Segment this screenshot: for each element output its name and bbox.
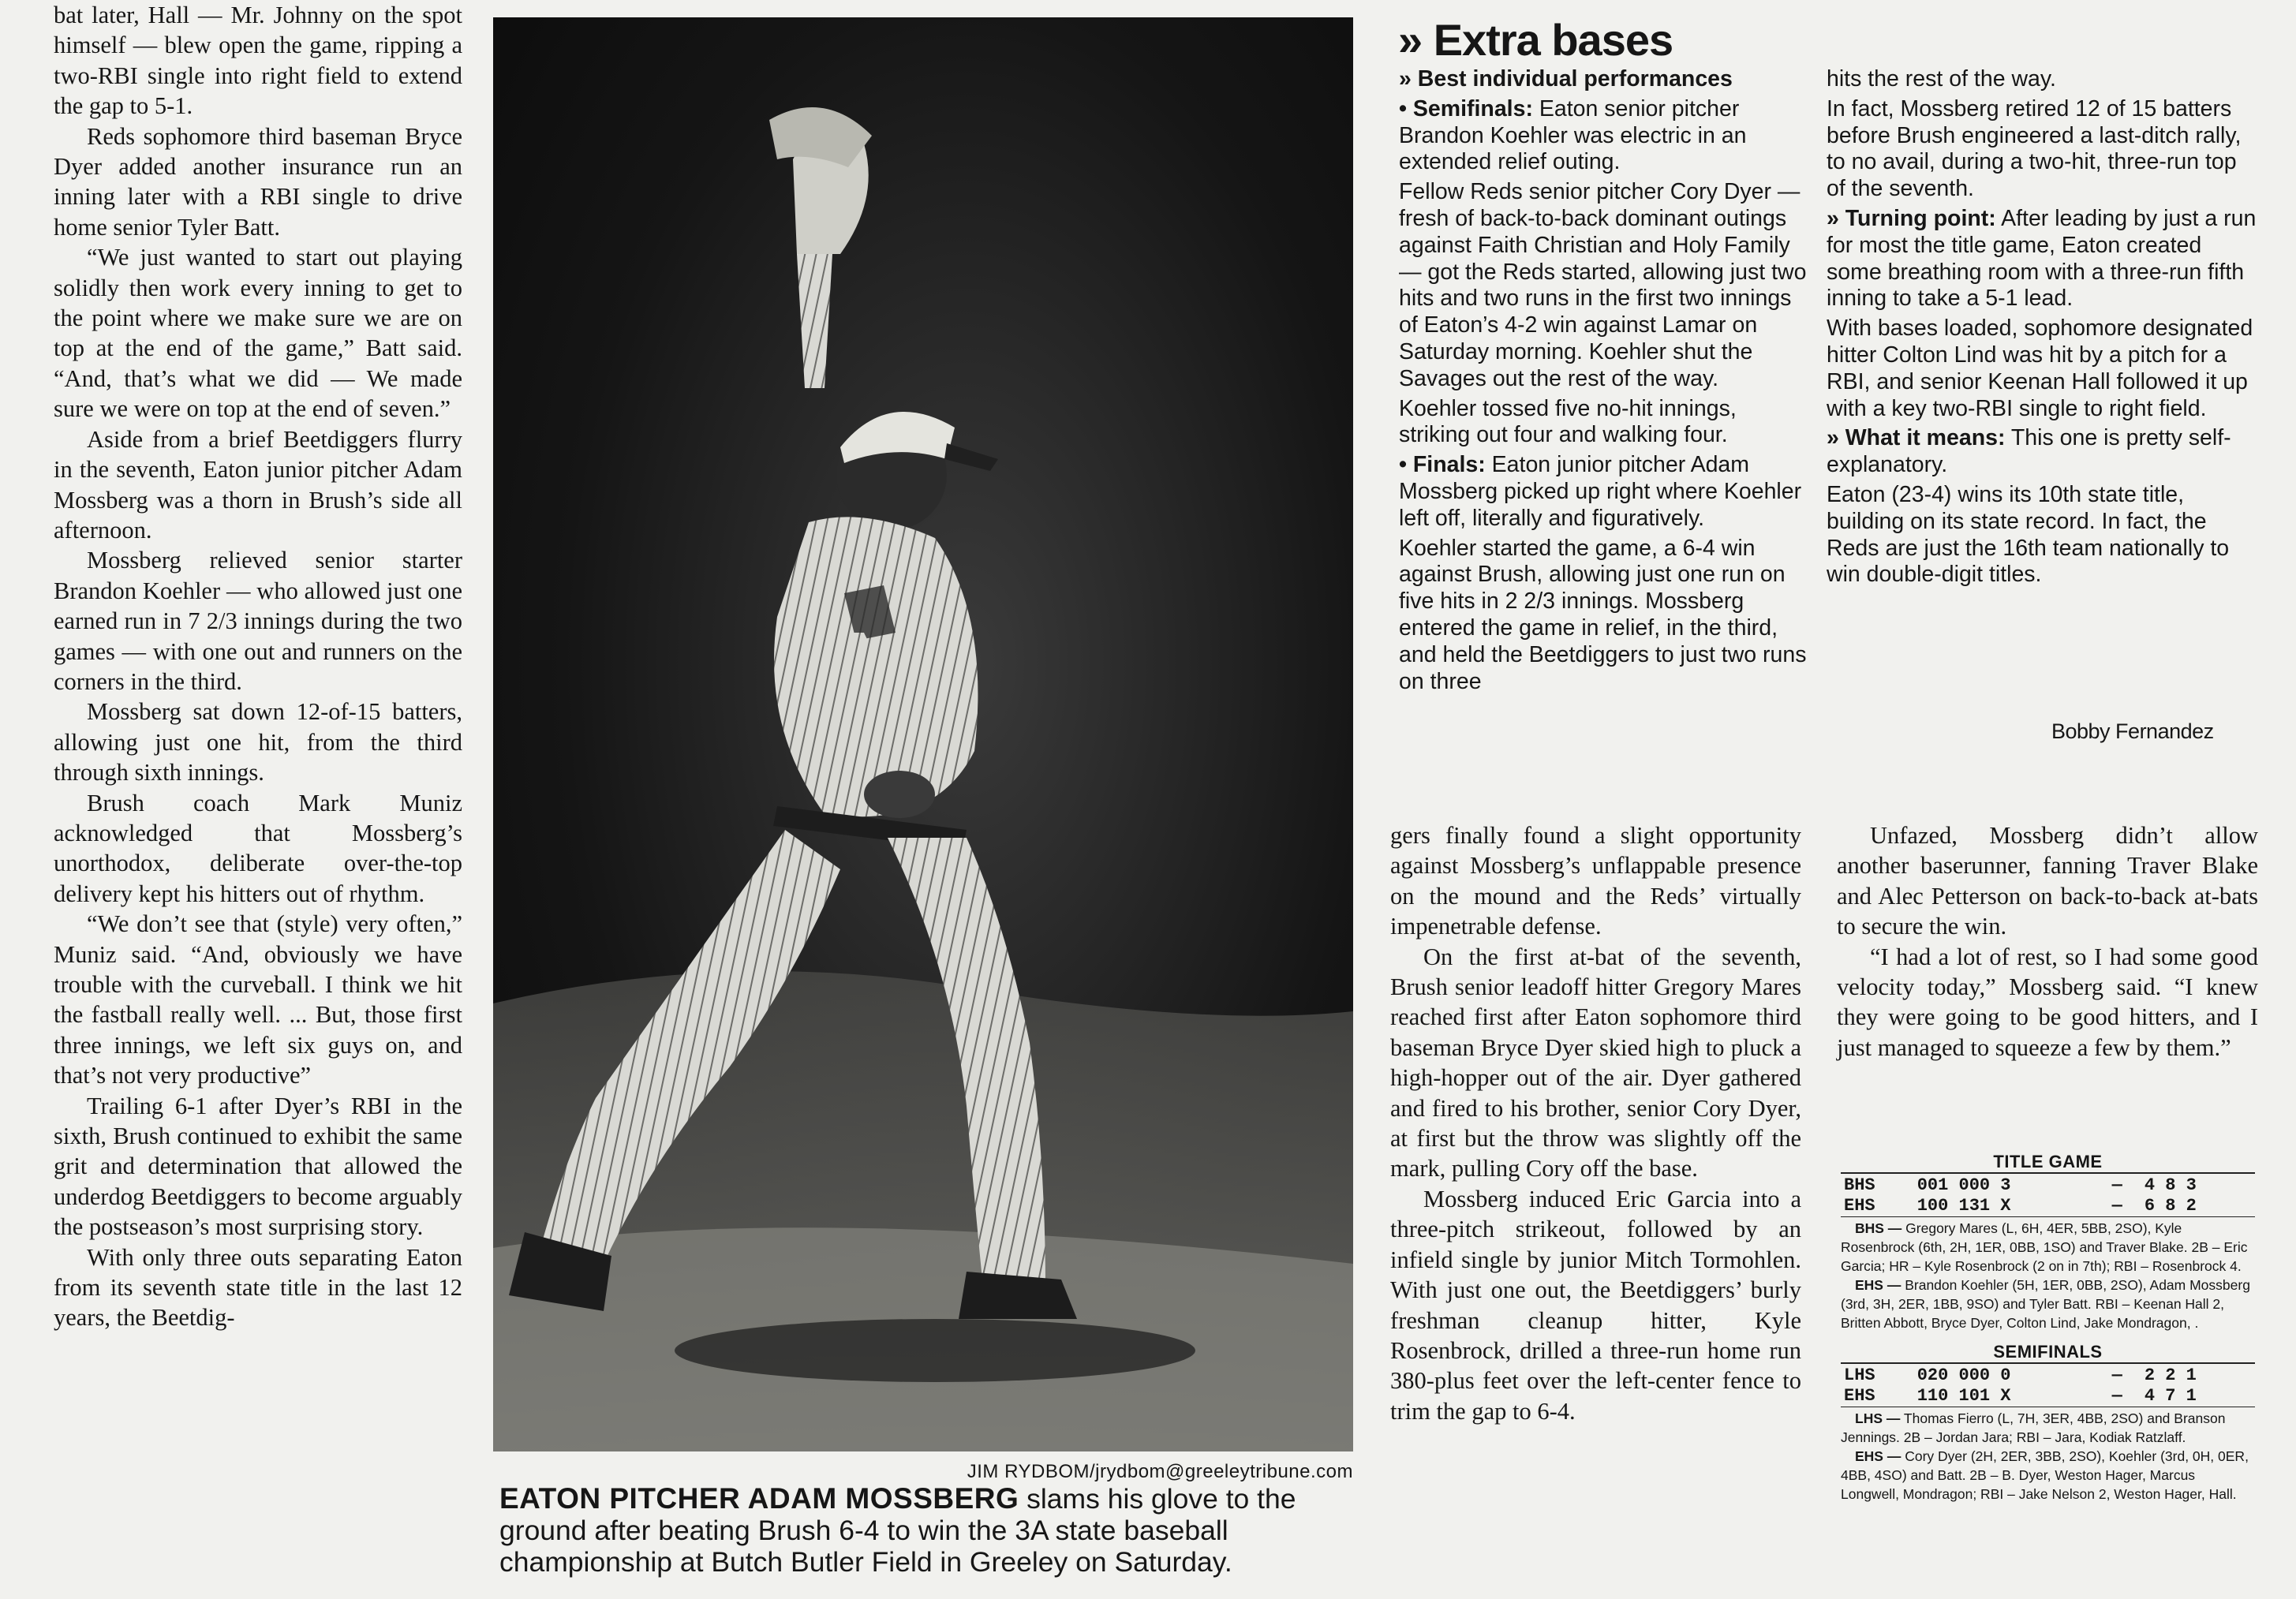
box-title-game — [1841, 1152, 2255, 1332]
box-note-text: Cory Dyer (2H, 2ER, 3BB, 2SO), Koehler (3rd, 0H, 0ER, 4BB, 4SO) and Batt. 2B – B. Dyer, Weston Hager, Marcus Longwell, Mondragon; RBI – Jake Nelson 2, Weston Hager, Hall. — [1841, 1448, 2249, 1502]
linescore-cell: 6 8 2 — [2141, 1196, 2255, 1217]
sidebar-paragraph — [1399, 96, 1809, 176]
sidebar-paragraph — [1827, 96, 2257, 203]
story-paragraph: “I had a lot of rest, so I had some good velocity today,” Mossberg said. “I knew they were going to be good hitters, and I just managed to squeeze a few by them.” — [1837, 943, 2258, 1061]
story-paragraph: “We don’t see that (style) very often,” Muniz said. “And, obviously we have trouble with the curveball. I think we hit the fastball really well. ... But, those first three innings, we left six guys on, and that’s not very productive” — [54, 910, 462, 1089]
caption-lead: EATON PITCHER ADAM MOSSBERG — [499, 1482, 1019, 1515]
sidebar-paragraph — [1827, 66, 2257, 93]
sidebar-paragraph — [1399, 179, 1809, 392]
linescore-row — [1841, 1196, 2255, 1217]
story-paragraph: Mossberg sat down 12-of-15 batters, allowing just one hit, from the third through sixth innings. — [54, 698, 462, 786]
story-column-left — [54, 0, 462, 1333]
box-scores — [1841, 1152, 2255, 1510]
story-paragraph: Aside from a brief Beetdiggers flurry in the seventh, Eaton junior pitcher Adam Mossberg was a thorn in Brush’s side all afternoon. — [54, 425, 462, 544]
box-note — [1841, 1219, 2255, 1276]
photo-caption — [499, 1483, 1359, 1578]
sidebar-column-right — [1827, 66, 2257, 592]
pitcher-photo — [493, 17, 1353, 1451]
story-paragraph: bat later, Hall — Mr. Johnny on the spot himself — blew open the game, ripping a two-RBI single into right field to extend the gap to 5-1. — [54, 2, 462, 120]
sidebar-text: After leading by just a run for most the title game, Eaton created some breathing room with a three-run fifth inning to take a 5-1 lead. — [1827, 205, 2257, 312]
linescore-cell: EHS — [1841, 1196, 1914, 1217]
story-column-middle — [1390, 820, 1801, 1426]
box-note-team: BHS — — [1855, 1220, 1902, 1236]
box-note-team: EHS — — [1855, 1277, 1901, 1293]
sidebar-paragraph — [1399, 452, 1809, 532]
story-column-right — [1837, 820, 2258, 1063]
linescore-row — [1841, 1366, 2255, 1386]
sidebar-title: » Extra bases — [1398, 15, 1673, 65]
linescore-cell: — — [2109, 1386, 2141, 1407]
story-paragraph: Trailing 6-1 after Dyer’s RBI in the sixth, Brush continued to exhibit the same grit and determination that allowed the underdog Beetdiggers to become arguably the postseason’s most surprising story. — [54, 1092, 462, 1241]
story-paragraph: gers finally found a slight opportunity against Mossberg’s unflappable presence on the mound and the Reds’ virtually impenetrable defense. — [1390, 822, 1801, 940]
box-semifinals — [1841, 1342, 2255, 1504]
story-paragraph: With only three outs separating Eaton from its seventh state title in the last 12 years, the Beetdig- — [54, 1243, 462, 1332]
sidebar-paragraph — [1399, 396, 1809, 450]
box-note — [1841, 1409, 2255, 1447]
linescore-cell: — — [2111, 1366, 2122, 1385]
linescore-cell: — — [2109, 1196, 2141, 1217]
linescore-cell: LHS — [1844, 1366, 1875, 1385]
sidebar-label: • Finals: — [1399, 452, 1486, 478]
title-game-notes — [1841, 1219, 2255, 1332]
sidebar-text: Koehler tossed five no-hit innings, striking out four and walking four. — [1399, 395, 1737, 448]
box-note-text: Thomas Fierro (L, 7H, 3ER, 4BB, 2SO) and Branson Jennings. 2B – Jordan Jara; RBI – Jara, Kodiak Ratzlaff. — [1841, 1410, 2226, 1445]
linescore-cell: 100 131 X — [1914, 1196, 2109, 1217]
sidebar-byline: Bobby Fernandez — [2051, 719, 2214, 743]
sidebar-text: Eaton senior pitcher Brandon Koehler was electric in an extended relief outing. — [1399, 95, 1747, 175]
sidebar-label: » What it means: — [1827, 425, 2006, 451]
linescore-cell: 4 7 1 — [2141, 1386, 2255, 1407]
sidebar-paragraph — [1827, 425, 2257, 479]
box-note-team: LHS — — [1855, 1410, 1901, 1426]
semifinals-linescore — [1841, 1366, 2255, 1407]
sidebar-column-left — [1399, 66, 1809, 698]
story-paragraph: Mossberg relieved senior starter Brandon Koehler — who allowed just one earned run in 7 2/3 innings during the two games — with one out and runners on the corners in the third. — [54, 547, 462, 695]
sidebar-paragraph — [1827, 206, 2257, 312]
linescore-cell: EHS — [1841, 1386, 1914, 1407]
story-paragraph: Unfazed, Mossberg didn’t allow another baserunner, fanning Traver Blake and Alec Petterson on back-to-back at-bats to secure the win. — [1837, 822, 2258, 940]
box-note-team: EHS — — [1855, 1448, 1901, 1464]
box-semifinals-heading: SEMIFINALS — [1841, 1342, 2255, 1364]
title-game-linescore — [1841, 1175, 2255, 1217]
linescore-row — [1841, 1386, 2255, 1407]
story-paragraph: “We just wanted to start out playing solidly then work every inning to get to the point where we make sure we are on top at the end of the game,” Batt said. “And, that’s what we did — We made sure we were on top at the end of seven.” — [54, 244, 462, 423]
linescore-row — [1841, 1175, 2255, 1196]
box-note-text: Gregory Mares (L, 6H, 4ER, 5BB, 2SO), Kyle Rosenbrock (6th, 2H, 1ER, 0BB, 1SO) and Traver Blake. 2B – Eric Garcia; HR – Kyle Rosenbrock (2 on in 7th); RBI – Rosenbrock 4. — [1841, 1220, 2248, 1274]
sidebar-label: » Turning point: — [1827, 205, 1996, 231]
sidebar-label: » Best individual performances — [1399, 66, 1733, 92]
sidebar-text: In fact, Mossberg retired 12 of 15 batters before Brush engineered a last-ditch rally, to no avail, during a two-hit, three-run top of the seventh. — [1827, 95, 2242, 202]
sidebar-text: Koehler started the game, a 6-4 win against Brush, allowing just one run on five hits in 2 2/3 innings. Mossberg entered the game in relief, in the third, and held the Beetdiggers to just two runs on three — [1399, 535, 1807, 694]
caption-text: slams his glove to the ground after beating Brush 6-4 to win the 3A state baseball championship at Butch Butler Field in Greeley on Saturday. — [499, 1483, 1296, 1578]
sidebar-text: hits the rest of the way. — [1827, 66, 2056, 92]
linescore-cell: 2 2 1 — [2144, 1366, 2197, 1385]
sidebar-text: Eaton (23-4) wins its 10th state title, building on its state record. In fact, the Reds are just the 16th team nationally to win double-digit titles. — [1827, 481, 2230, 588]
linescore-cell: 110 101 X — [1914, 1386, 2109, 1407]
photo-credit: JIM RYDBOM/jrydbom@greeleytribune.com — [967, 1461, 1353, 1482]
box-note — [1841, 1447, 2255, 1504]
sidebar-paragraph — [1827, 316, 2257, 422]
linescore-cell: BHS — [1844, 1175, 1875, 1195]
story-paragraph: Mossberg induced Eric Garcia into a three-pitch strikeout, followed by an infield single by junior Mitch Tormohlen. With just one out, the Beetdiggers’ burly freshman cleanup hitter, Kyle Rosenbrock, drilled a three-run home run 380-plus feet over the left-center fence to trim the gap to 6-4. — [1390, 1185, 1801, 1425]
story-paragraph: Brush coach Mark Muniz acknowledged that Mossberg’s unorthodox, deliberate over-the-top delivery kept his hitters out of rhythm. — [54, 789, 462, 907]
linescore-cell: 4 8 3 — [2144, 1175, 2197, 1195]
sidebar-text: Eaton junior pitcher Adam Mossberg picked up right where Koehler left off, literally and figuratively. — [1399, 452, 1802, 531]
box-title-game-heading: TITLE GAME — [1841, 1152, 2255, 1174]
sidebar-text: With bases loaded, sophomore designated hitter Colton Lind was hit by a pitch for a RBI, and senior Keenan Hall followed it up with a key two-RBI single to right field. — [1827, 316, 2253, 421]
linescore-cell: 020 000 0 — [1916, 1366, 2011, 1385]
sidebar-heading — [1399, 66, 1809, 93]
sidebar-paragraph — [1399, 536, 1809, 696]
story-paragraph: On the first at-bat of the seventh, Brush senior leadoff hitter Gregory Mares reached first after Eaton sophomore third baseman Bryce Dyer skied high to pluck a high-hopper out of the air. Dyer gathered and fired to his brother, senior Cory Dyer, at first but the throw was slightly off the mark, pulling Cory off the base. — [1390, 943, 1801, 1182]
sidebar-text: Fellow Reds senior pitcher Cory Dyer — fresh of back-to-back dominant outings against Faith Christian and Holy Family — got the Reds started, allowing just two hits and two runs in the first two innings of Eaton’s 4-2 win against Lamar on Saturday morning. Koehler shut the Savages out the rest of the way. — [1399, 179, 1807, 391]
pitcher-photo-illustration — [493, 17, 1353, 1451]
sidebar-paragraph — [1827, 482, 2257, 588]
story-paragraph: Reds sophomore third baseman Bryce Dyer added another insurance run an inning later with a RBI single to drive home senior Tyler Batt. — [54, 122, 462, 241]
sidebar-text: This one is pretty self-explanatory. — [1827, 425, 2231, 478]
linescore-cell: 001 000 3 — [1916, 1175, 2011, 1195]
semifinals-notes — [1841, 1409, 2255, 1504]
linescore-cell: — — [2111, 1175, 2122, 1195]
box-note — [1841, 1276, 2255, 1332]
box-note-text: Brandon Koehler (5H, 1ER, 0BB, 2SO), Adam Mossberg (3rd, 3H, 2ER, 1BB, 9SO) and Tyler Batt. RBI – Keenan Hall 2, Britten Abbott, Bryce Dyer, Colton Lind, Jake Mondragon, . — [1841, 1277, 2250, 1331]
sidebar-label: • Semifinals: — [1399, 95, 1533, 121]
